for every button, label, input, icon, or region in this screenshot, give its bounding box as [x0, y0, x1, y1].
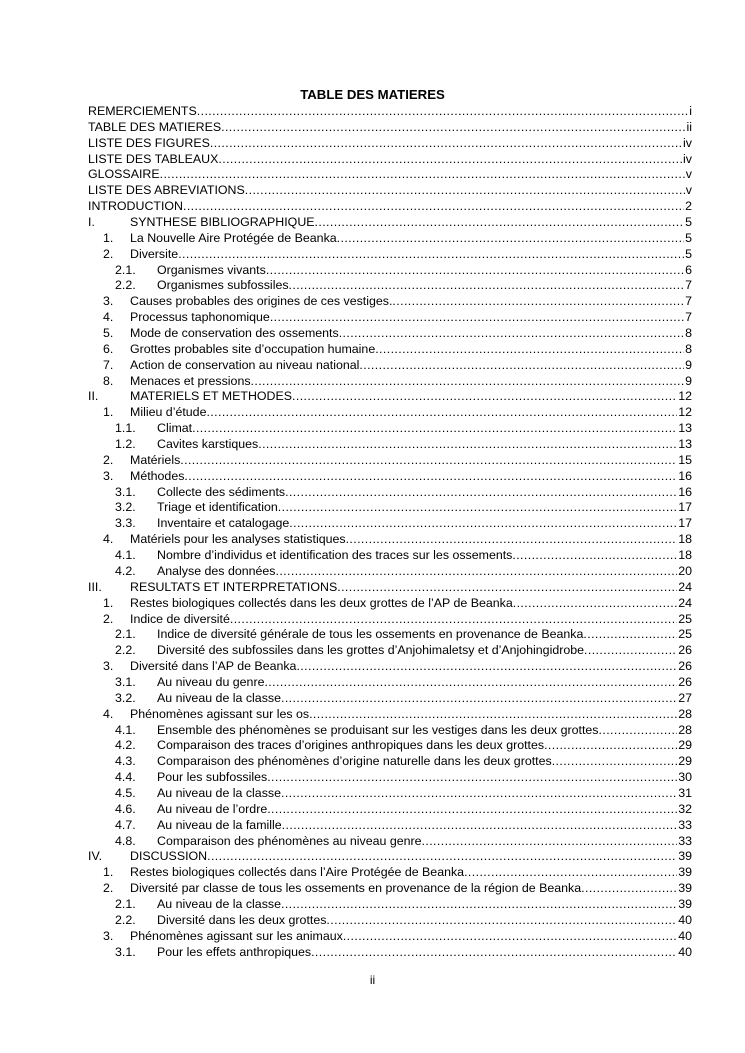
toc-entry-number: 7. — [103, 357, 114, 372]
toc-entry[interactable] — [88, 183, 692, 199]
dot-leader — [309, 707, 677, 723]
dot-leader — [583, 627, 677, 643]
toc-entry-number: 4.4. — [115, 770, 136, 785]
dot-leader — [251, 374, 685, 390]
toc-entry[interactable] — [88, 802, 692, 818]
toc-entry[interactable] — [88, 199, 692, 215]
toc-entry-page: 27 — [678, 690, 692, 705]
toc-entry-number: 2. — [103, 881, 114, 896]
toc-entry-page: i — [689, 104, 692, 118]
toc-entry-number: 2.1. — [115, 896, 136, 911]
dot-leader — [183, 199, 684, 215]
toc-entry-label: Au niveau de la classe — [157, 785, 281, 800]
toc-entry-label: LISTE DES FIGURES — [88, 135, 210, 150]
toc-entry-label: Diversité par classe de tous les ossements en provenance de la région de Beanka — [130, 881, 582, 896]
toc-entry-label: LISTE DES ABREVIATIONS — [88, 183, 245, 198]
toc-entry-number: 3.3. — [115, 516, 136, 531]
toc-entry-number: 3.2. — [115, 690, 136, 705]
toc-entry-label: Inventaire et catalogage — [157, 516, 290, 531]
toc-entry[interactable] — [88, 532, 692, 548]
toc-entry[interactable] — [88, 104, 692, 120]
toc-entry-page: 26 — [678, 659, 692, 674]
toc-entry-label: Milieu d’étude — [130, 405, 207, 420]
toc-entry-number: 6. — [103, 341, 114, 356]
toc-entry-page: v — [685, 167, 692, 182]
toc-entry-label: Diversite — [130, 246, 179, 261]
toc-entry-page: 2 — [685, 199, 692, 214]
toc-entry-page: iv — [683, 135, 692, 150]
toc-entry-number: 4.6. — [115, 801, 136, 816]
toc-entry-label: Pour les subfossiles — [157, 770, 268, 785]
toc-entry[interactable] — [88, 342, 692, 358]
dot-leader — [339, 326, 684, 342]
dot-leader — [513, 596, 677, 612]
toc-entry-label: Comparaison des traces d’origines anthropiques dans les deux grottes — [157, 738, 545, 753]
dot-leader — [311, 945, 677, 961]
dot-leader — [281, 897, 677, 913]
dot-leader — [210, 136, 682, 152]
dot-leader — [221, 120, 685, 136]
toc-entry-label: Restes biologiques collectés dans l’Aire Protégée de Beanka — [130, 865, 465, 880]
toc-entry-label: Menaces et pressions — [130, 373, 251, 388]
toc-entry-label: Matériels — [130, 452, 181, 467]
toc-entry-number: 8. — [103, 373, 114, 388]
toc-entry[interactable] — [88, 897, 692, 913]
toc-entry-page: 39 — [678, 896, 692, 911]
toc-entry[interactable] — [88, 263, 692, 279]
dot-leader — [512, 548, 677, 564]
dot-leader — [197, 104, 688, 120]
dot-leader — [296, 659, 677, 675]
toc-entry-page: iv — [683, 151, 692, 166]
toc-entry-label: Comparaison des phénomènes au niveau genre — [157, 833, 422, 848]
toc-entry[interactable] — [88, 231, 692, 247]
toc-entry-label: La Nouvelle Aire Protégée de Beanka — [130, 230, 337, 245]
toc-entry-page: 25 — [678, 627, 692, 642]
toc-entry-number: 3.2. — [115, 500, 136, 515]
dot-leader — [337, 580, 677, 596]
toc-entry-page: 40 — [678, 912, 692, 927]
toc-entry-label: Au niveau de la famille — [157, 817, 282, 832]
dot-leader — [218, 152, 682, 168]
toc-entry[interactable] — [88, 516, 692, 532]
toc-entry-label: Organismes subfossiles — [157, 278, 289, 293]
toc-entry-page: 5 — [685, 246, 692, 261]
dot-leader — [276, 564, 678, 580]
toc-entry-page: 29 — [678, 738, 692, 753]
dot-leader — [544, 738, 677, 754]
toc-entry-label: Grottes probables site d’occupation humaine — [130, 341, 376, 356]
toc-entry[interactable] — [88, 152, 692, 168]
toc-entry[interactable] — [88, 627, 692, 643]
toc-entry[interactable] — [88, 580, 692, 596]
toc-entry[interactable] — [88, 389, 692, 405]
toc-entry[interactable] — [88, 881, 692, 897]
dot-leader — [337, 231, 684, 247]
dot-leader — [206, 405, 677, 421]
toc-entry[interactable] — [88, 294, 692, 310]
toc-entry[interactable] — [88, 707, 692, 723]
dot-leader — [278, 500, 677, 516]
toc-entry[interactable] — [88, 929, 692, 945]
toc-entry-number: 4.2. — [115, 738, 136, 753]
toc-entry-number: 2.2. — [115, 278, 136, 293]
toc-entry-label: REMERCIEMENTS — [88, 104, 197, 118]
dot-leader — [281, 691, 677, 707]
toc-entry-page: 7 — [685, 278, 692, 293]
dot-leader — [464, 865, 677, 881]
toc-entry-page: 40 — [678, 944, 692, 959]
dot-leader — [584, 643, 677, 659]
toc-entry-number: 5. — [103, 326, 114, 341]
toc-entry-number: 4.3. — [115, 754, 136, 769]
dot-leader — [230, 612, 677, 628]
toc-entry[interactable] — [88, 818, 692, 834]
toc-entry-label: Au niveau de la classe — [157, 690, 281, 705]
toc-entry-label: Causes probables des origines de ces vestiges. — [130, 294, 393, 309]
toc-entry-page: 16 — [678, 484, 692, 499]
toc-entry-number: I. — [88, 215, 95, 230]
toc-entry-number: 4.8. — [115, 833, 136, 848]
toc-entry-number: 2.2. — [115, 912, 136, 927]
toc-entry-page: v — [685, 183, 692, 198]
toc-entry-number: 2.1. — [115, 627, 136, 642]
toc-entry-label: Climat — [157, 421, 193, 436]
toc-entry-number: 3.1. — [115, 674, 136, 689]
toc-entry-page: 12 — [678, 405, 692, 420]
toc-entry-label: Au niveau de la classe — [157, 896, 281, 911]
toc-entry-page: 16 — [678, 468, 692, 483]
toc-entry[interactable] — [88, 215, 692, 231]
toc-entry-page: 8 — [685, 341, 692, 356]
toc-entry-page: 40 — [678, 928, 692, 943]
toc-entry-number: 2.1. — [115, 262, 136, 277]
toc-entry-number: 2. — [103, 452, 114, 467]
dot-leader — [599, 723, 678, 739]
toc-entry-label: Mode de conservation des ossements — [130, 326, 339, 341]
dot-leader — [422, 834, 678, 850]
toc-entry-page: 13 — [678, 437, 692, 452]
toc-entry-label: MATERIELS ET METHODES — [130, 389, 293, 404]
toc-entry[interactable] — [88, 421, 692, 437]
toc-entry-label: Diversité dans l’AP de Beanka — [130, 659, 297, 674]
toc-entry[interactable] — [88, 405, 692, 421]
toc-entry[interactable] — [88, 596, 692, 612]
toc-entry-number: 3.1. — [115, 944, 136, 959]
toc-entry-page: 7 — [685, 310, 692, 325]
toc-entry-label: Matériels pour les analyses statistiques — [130, 532, 346, 547]
toc-entry-page: 31 — [678, 785, 692, 800]
toc-entry[interactable] — [88, 913, 692, 929]
toc-entry[interactable] — [88, 453, 692, 469]
toc-entry-label: RESULTATS ET INTERPRETATIONS — [130, 579, 338, 594]
toc-entry[interactable] — [88, 675, 692, 691]
toc-entry[interactable] — [88, 167, 692, 183]
toc-entry[interactable] — [88, 310, 692, 326]
toc-entry-number: 1. — [103, 230, 114, 245]
dot-leader — [184, 469, 677, 485]
toc-entry-number: 4.2. — [115, 563, 136, 578]
toc-entry-label: DISCUSSION — [130, 849, 208, 864]
toc-entry-label: Ensemble des phénomènes se produisant sur les vestiges dans les deux grottes — [157, 722, 599, 737]
toc-entry[interactable] — [88, 754, 692, 770]
toc-entry-number: 1.2. — [115, 437, 136, 452]
dot-leader — [266, 263, 684, 279]
toc-entry-page: 28 — [678, 706, 692, 721]
toc-entry-page: 28 — [678, 722, 692, 737]
dot-leader — [375, 342, 684, 358]
toc-entry[interactable] — [88, 659, 692, 675]
toc-entry-page: 7 — [685, 294, 692, 309]
toc-entry-number: 3. — [103, 468, 114, 483]
toc-entry-page: 33 — [678, 833, 692, 848]
toc-entry[interactable] — [88, 612, 692, 628]
toc-entry[interactable] — [88, 500, 692, 516]
page-number: ii — [369, 973, 376, 987]
toc-entry[interactable] — [88, 849, 692, 865]
toc-entry[interactable] — [88, 136, 692, 152]
toc-entry-number: 1.1. — [115, 421, 136, 436]
toc-entry-label: Collecte des sédiments — [157, 484, 286, 499]
dot-leader — [292, 389, 677, 405]
toc-entry-page: 32 — [678, 801, 692, 816]
toc-entry-page: 12 — [678, 389, 692, 404]
dot-leader — [346, 532, 678, 548]
toc-entry-label: Organismes vivants — [157, 262, 266, 277]
toc-entry-number: III. — [88, 579, 102, 594]
toc-entry[interactable] — [88, 834, 692, 850]
toc-entry-number: 4.1. — [115, 722, 136, 737]
dot-leader — [326, 913, 677, 929]
toc-entry-number: 3. — [103, 294, 114, 309]
table-of-contents — [88, 104, 692, 960]
toc-entry-number: 4. — [103, 706, 114, 721]
toc-entry-number: IV. — [88, 849, 103, 864]
toc-entry-number: 4. — [103, 310, 114, 325]
toc-entry-label: Cavites karstiques — [157, 437, 259, 452]
toc-entry-label: Action de conservation au niveau national — [130, 357, 360, 372]
toc-entry-page: 39 — [678, 849, 692, 864]
dot-leader — [289, 516, 677, 532]
dot-leader — [245, 183, 685, 199]
toc-entry-page: 25 — [678, 611, 692, 626]
toc-entry-number: 1. — [103, 405, 114, 420]
toc-entry[interactable] — [88, 326, 692, 342]
toc-entry[interactable] — [88, 643, 692, 659]
dot-leader — [178, 247, 684, 263]
toc-entry-label: Restes biologiques collectés dans les deux grottes de l’AP de Beanka — [130, 595, 513, 610]
toc-entry-label: Indice de diversité générale de tous les ossements en provenance de Beanka — [157, 627, 584, 642]
dot-leader — [581, 881, 677, 897]
toc-entry-number: 3. — [103, 659, 114, 674]
toc-entry-label: Pour les effets anthropiques — [157, 944, 312, 959]
toc-entry[interactable] — [88, 247, 692, 263]
toc-entry-page: 33 — [678, 817, 692, 832]
toc-entry[interactable] — [88, 485, 692, 501]
toc-entry-page: 9 — [685, 357, 692, 372]
page-title: TABLE DES MATIERES — [300, 87, 445, 102]
toc-entry[interactable] — [88, 437, 692, 453]
toc-entry-label: SYNTHESE BIBLIOGRAPHIQUE — [130, 215, 315, 230]
toc-entry-label: Phénomènes agissant sur les animaux — [130, 928, 343, 943]
toc-entry-label: Diversité dans les deux grottes — [157, 912, 327, 927]
toc-entry-page: 18 — [678, 548, 692, 563]
dot-leader — [289, 278, 685, 294]
toc-entry-page: 9 — [685, 373, 692, 388]
toc-entry-number: 2. — [103, 611, 114, 626]
toc-entry-number: II. — [88, 389, 99, 404]
toc-entry-page: 24 — [678, 595, 692, 610]
toc-entry-label: Diversité des subfossiles dans les grottes d’Anjohimaletsy et d’Anjohingidrobe — [157, 643, 585, 658]
toc-entry[interactable] — [88, 358, 692, 374]
dot-leader — [392, 294, 684, 310]
toc-entry-page: 15 — [678, 452, 692, 467]
toc-entry-number: 2. — [103, 246, 114, 261]
toc-entry-number: 4.7. — [115, 817, 136, 832]
toc-entry-page: ii — [686, 119, 692, 134]
dot-leader — [315, 215, 685, 231]
toc-entry-label: Analyse des données — [157, 563, 276, 578]
toc-entry-label: Phénomènes agissant sur les os — [130, 706, 310, 721]
toc-entry-label: INTRODUCTION — [88, 199, 183, 214]
dot-leader — [264, 675, 677, 691]
toc-entry[interactable] — [88, 738, 692, 754]
dot-leader — [258, 437, 677, 453]
dot-leader — [343, 929, 677, 945]
dot-leader — [267, 802, 677, 818]
dot-leader — [281, 786, 677, 802]
dot-leader — [359, 358, 684, 374]
toc-entry-page: 18 — [678, 532, 692, 547]
dot-leader — [180, 453, 677, 469]
dot-leader — [270, 310, 684, 326]
toc-entry-page: 26 — [678, 674, 692, 689]
toc-entry-label: Nombre d’individus et identification des traces sur les ossements — [157, 548, 513, 563]
toc-entry-page: 26 — [678, 643, 692, 658]
toc-entry-label: Indice de diversité — [130, 611, 230, 626]
toc-entry-page: 17 — [678, 500, 692, 515]
dot-leader — [207, 849, 677, 865]
toc-entry[interactable] — [88, 278, 692, 294]
toc-entry-number: 2.2. — [115, 643, 136, 658]
toc-entry-label: Comparaison des phénomènes d’origine naturelle dans les deux grottes — [157, 754, 552, 769]
toc-entry[interactable] — [88, 469, 692, 485]
dot-leader — [267, 770, 677, 786]
dot-leader — [285, 485, 677, 501]
toc-entry-page: 24 — [678, 579, 692, 594]
dot-leader — [160, 167, 685, 183]
toc-entry[interactable] — [88, 374, 692, 390]
toc-entry[interactable] — [88, 786, 692, 802]
toc-entry[interactable] — [88, 691, 692, 707]
toc-entry[interactable] — [88, 865, 692, 881]
toc-entry-number: 1. — [103, 865, 114, 880]
toc-entry-page: 30 — [678, 770, 692, 785]
toc-entry-number: 3.1. — [115, 484, 136, 499]
dot-leader — [192, 421, 677, 437]
toc-entry-label: Triage et identification — [157, 500, 278, 515]
toc-entry-label: Processus taphonomique — [130, 310, 270, 325]
toc-entry-label: Au niveau du genre — [157, 674, 265, 689]
toc-entry[interactable] — [88, 723, 692, 739]
toc-entry[interactable] — [88, 548, 692, 564]
toc-entry-page: 8 — [685, 326, 692, 341]
toc-entry-page: 17 — [678, 516, 692, 531]
toc-entry-label: Au niveau de l’ordre — [157, 801, 268, 816]
toc-entry-page: 20 — [678, 563, 692, 578]
dot-leader — [552, 754, 678, 770]
toc-entry-number: 4. — [103, 532, 114, 547]
toc-entry-number: 3. — [103, 928, 114, 943]
toc-entry-page: 39 — [678, 865, 692, 880]
toc-entry[interactable] — [88, 770, 692, 786]
toc-entry-label: Méthodes — [130, 468, 185, 483]
toc-entry-page: 13 — [678, 421, 692, 436]
toc-entry-page: 5 — [685, 230, 692, 245]
toc-entry-number: 4.5. — [115, 785, 136, 800]
toc-entry[interactable] — [88, 120, 692, 136]
toc-entry-page: 29 — [678, 754, 692, 769]
toc-entry[interactable] — [88, 564, 692, 580]
toc-entry-label: GLOSSAIRE — [88, 167, 160, 182]
toc-entry-page: 5 — [685, 215, 692, 230]
toc-entry[interactable] — [88, 945, 692, 961]
toc-entry-number: 1. — [103, 595, 114, 610]
toc-entry-page: 39 — [678, 881, 692, 896]
toc-entry-page: 6 — [685, 262, 692, 277]
dot-leader — [282, 818, 678, 834]
toc-entry-label: TABLE DES MATIERES — [88, 119, 222, 134]
toc-entry-label: LISTE DES TABLEAUX — [88, 151, 219, 166]
toc-entry-number: 4.1. — [115, 548, 136, 563]
